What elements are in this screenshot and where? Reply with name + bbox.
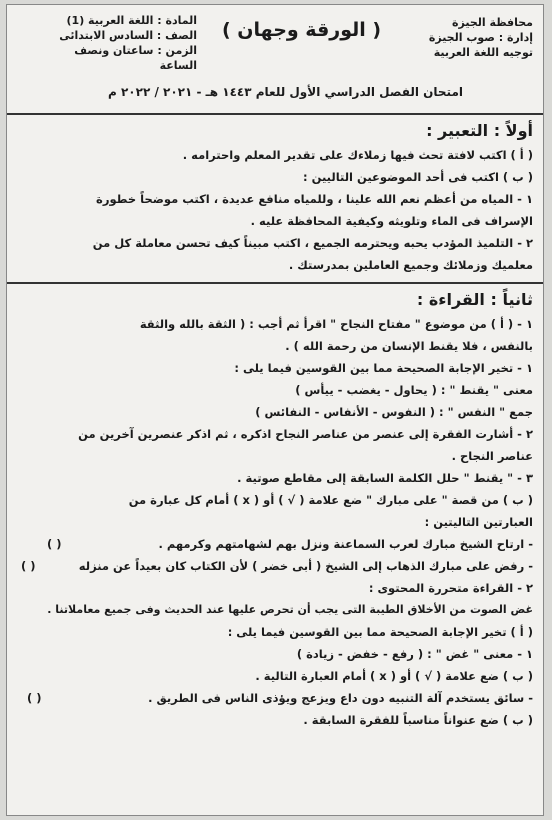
question-line: العبارتين التاليتين : xyxy=(424,515,533,529)
answer-bracket: ( ) xyxy=(47,537,62,551)
header-right xyxy=(429,15,533,60)
question-line: معنى " يقنط " : ( يحاول - يغضب - ييأس ) xyxy=(295,383,533,397)
subject-label: المادة : اللغة العربية (1) xyxy=(66,14,197,27)
question-line: الإسراف فى الماء وتلويثه وكيفية المحافظة عليه . xyxy=(250,214,533,228)
supervision-label: توجيه اللغة العربية xyxy=(433,46,533,59)
question-line xyxy=(17,687,533,709)
question-line xyxy=(17,533,533,555)
question-line: ١ - المياه من أعظم نعم الله علينا ، وللمياه منافع عديدة ، اكتب موضحاً خطورة xyxy=(96,192,533,206)
question-line: جمع " النفس " : ( النفوس - الأنفاس - النفائس ) xyxy=(255,405,533,419)
question-line: ٣ - " يقنط " حلل الكلمة السابقة إلى مقاطع صوتية . xyxy=(237,471,533,485)
statement-text: - سائق يستخدم آلة التنبيه دون داع ويزعج ويؤذى الناس فى الطريق . xyxy=(148,691,533,705)
pages-note: ( الورقة وجهان ) xyxy=(222,19,382,41)
question-line: ١ - ( أ ) من موضوع " مفتاح النجاح " اقرأ ثم أجب : ( الثقة بالله والثقة xyxy=(139,317,533,331)
grade-label: الصف : السادس الابتدائى xyxy=(59,29,197,42)
question-line: معلميك وزملائك وجميع العاملين بمدرستك . xyxy=(288,258,533,272)
statement-text: - ارتاح الشيخ مبارك لعرب السماعنة ونزل بهم لشهامتهم وكرمهم . xyxy=(158,537,533,551)
statement-text: - رفض على مبارك الذهاب إلى الشيخ ( أبى خضر ) لأن الكتاب كان بعيداً عن منزله xyxy=(78,559,533,573)
section-composition xyxy=(7,115,543,284)
administration-label: إدارة : صوب الجيزة xyxy=(428,31,533,44)
question-line: ٢ - التلميذ المؤدب يحبه ويحترمه الجميع ، اكتب مبيناً كيف تحسن معاملة كل من xyxy=(92,236,533,250)
exam-title: امتحان الفصل الدراسي الأول للعام ١٤٤٣ هـ - ٢٠٢١ / ٢٠٢٢ م xyxy=(108,85,463,99)
answer-bracket: ( ) xyxy=(21,559,36,573)
exam-header xyxy=(7,5,543,115)
question-line: ١ - معنى " غض " : ( رفع - خفض - زيادة ) xyxy=(296,647,533,661)
section-reading xyxy=(7,284,543,737)
question-line xyxy=(17,555,533,577)
header-left xyxy=(47,13,197,73)
question-line: ٢ - القراءة متحررة المحتوى : xyxy=(368,581,533,595)
section-title: ثانياً : القراءة : xyxy=(416,290,533,309)
question-line: ٢ - أشارت الفقرة إلى عنصر من عناصر النجاح اذكره ، ثم اذكر عنصرين آخرين من xyxy=(78,427,533,441)
question-line: غض الصوت من الأخلاق الطيبة التى يجب أن تحرص عليها عند الحديث وفى جميع معاملاتنا . xyxy=(47,603,533,616)
question-line: عناصر النجاح . xyxy=(451,449,533,463)
question-line: ( ب ) اكتب فى أحد الموضوعين التاليين : xyxy=(303,170,533,184)
question-line: ( ب ) من قصة " على مبارك " ضع علامة ( √ ) أو ( x ) أمام كل عبارة من xyxy=(128,493,533,507)
question-line: بالنفس ، فلا يقنط الإنسان من رحمة الله ) . xyxy=(285,339,533,353)
time-label: الزمن : ساعتان ونصف الساعة xyxy=(74,44,197,72)
exam-paper xyxy=(6,4,544,816)
question-line: ١ - تخير الإجابة الصحيحة مما بين القوسين فيما يلى : xyxy=(234,361,533,375)
section-title: أولاً : التعبير : xyxy=(426,121,533,140)
question-line: ( أ ) اكتب لافتة تحث فيها زملاءك على تقدير المعلم واحترامه . xyxy=(182,148,533,162)
question-line: ( أ ) تخير الإجابة الصحيحة مما بين القوسين فيما يلى : xyxy=(227,625,533,639)
answer-bracket: ( ) xyxy=(27,691,42,705)
governorate-label: محافظة الجيزة xyxy=(452,16,533,29)
question-line: ( ب ) ضع عنواناً مناسباً للفقرة السابقة . xyxy=(303,713,533,727)
question-line: ( ب ) ضع علامة ( √ ) أو ( x ) أمام العبارة التالية . xyxy=(255,669,533,683)
